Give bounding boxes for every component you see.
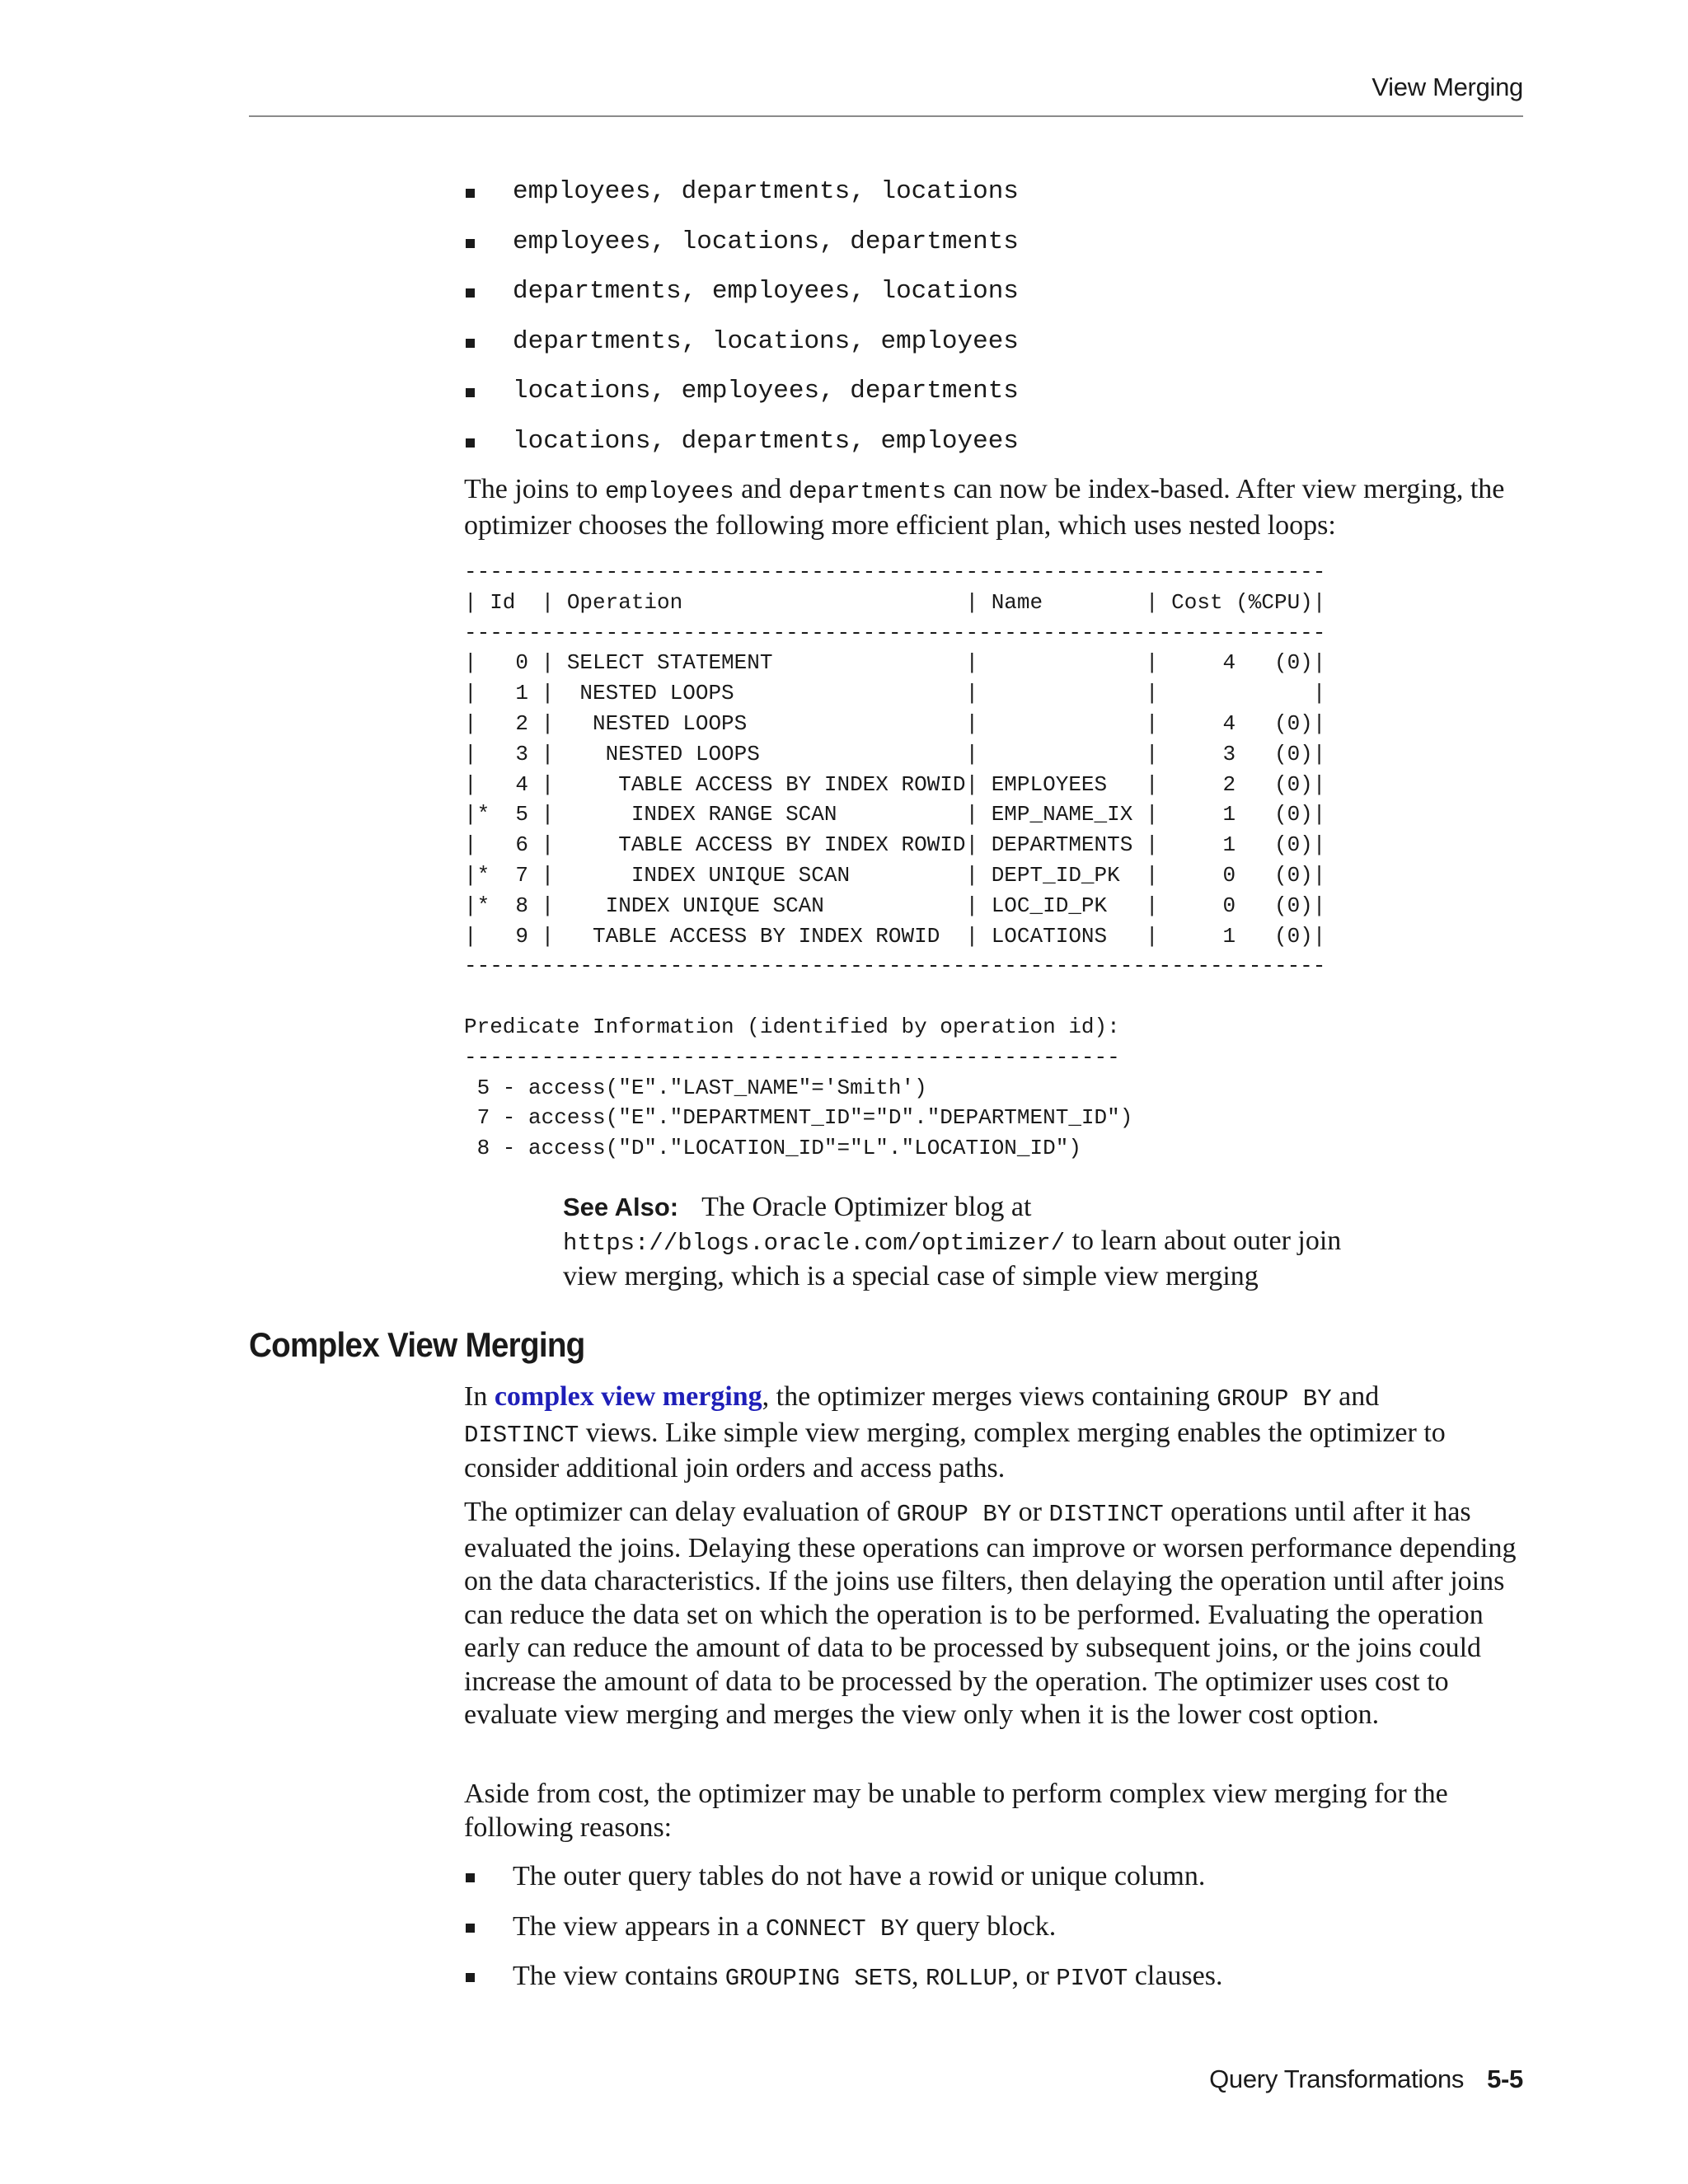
blog-url: https://blogs.oracle.com/optimizer/	[563, 1229, 1066, 1257]
square-bullet-icon	[466, 1873, 475, 1882]
page-footer	[1209, 2064, 1523, 2094]
list-item: The outer query tables do not have a rowid or unique column.	[464, 1860, 1527, 1910]
square-bullet-icon	[466, 339, 475, 348]
page-number: 5-5	[1487, 2064, 1523, 2093]
list-item: employees, locations, departments	[464, 225, 1019, 275]
list-item: departments, employees, locations	[464, 274, 1019, 325]
list-item: locations, departments, employees	[464, 424, 1019, 475]
reasons-paragraph: Aside from cost, the optimizer may be unable to perform complex view merging for the following reasons:	[464, 1779, 1448, 1843]
section-heading: Complex View Merging	[249, 1325, 585, 1364]
list-item: locations, employees, departments	[464, 374, 1019, 424]
chapter-title: Query Transformations	[1209, 2064, 1465, 2093]
joins-paragraph: The joins to employees and departments can now be index-based. After view merging, the optimizer chooses the following more efficient plan, which uses nested loops:	[464, 474, 1505, 541]
running-header: View Merging	[1372, 73, 1523, 101]
square-bullet-icon	[466, 1924, 475, 1933]
square-bullet-icon	[466, 1973, 475, 1982]
list-item: departments, locations, employees	[464, 325, 1019, 375]
intro-paragraph: In complex view merging, the optimizer merges views containing GROUP BY and DISTINCT views. Like simple view merging, complex merging enables the optimizer to consider additional join orders and access paths.	[464, 1381, 1446, 1483]
list-item: employees, departments, locations	[464, 175, 1019, 225]
reasons-list	[464, 1860, 1527, 2010]
square-bullet-icon	[466, 388, 475, 397]
list-item: The view contains GROUPING SETS, ROLLUP, or PIVOT clauses.	[464, 1960, 1527, 2010]
see-also-note: See Also: The Oracle Optimizer blog at https://blogs.oracle.com/optimizer/ to learn about outer join view merging, which is a special case of simple view merging	[563, 1192, 1342, 1291]
see-also-label: See Also:	[563, 1193, 679, 1221]
list-item: The view appears in a CONNECT BY query block.	[464, 1910, 1527, 1961]
header-rule	[249, 115, 1523, 117]
execution-plan-listing: ------------------------------------------------------------------- | Id | Operation | Name | Cost (%CPU)| ------------------------------------------------------------------- | 0 | SELECT STATEMENT | | 4 (0)| | 1 | NESTED LOOPS | | | | 2 | NESTED LOOPS | | 4 (0)| | 3 | NESTED LOOPS | | 3 (0)| | 4 | TABLE ACCESS BY INDEX ROWID| EMPLOYEES | 2 (0)| |* 5 | INDEX RANGE SCAN | EMP_NAME_IX | 1 (0)| | 6 | TABLE ACCESS BY INDEX ROWID| DEPARTMENTS | 1 (0)| |* 7 | INDEX UNIQUE SCAN | DEPT_ID_PK | 0 (0)| |* 8 | INDEX UNIQUE SCAN | LOC_ID_PK | 0 (0)| | 9 | TABLE ACCESS BY INDEX ROWID | LOCATIONS | 1 (0)| ------------------------------------------------------------------- Predicate Information (identified by operation id): --------------------------------------------------- 5 - access("E"."LAST_NAME"='Smith') 7 - access("E"."DEPARTMENT_ID"="D"."DEPARTMENT_ID") 8 - access("D"."LOCATION_ID"="L"."LOCATION_ID")	[464, 560, 1326, 1161]
square-bullet-icon	[466, 239, 475, 248]
delay-paragraph: The optimizer can delay evaluation of GROUP BY or DISTINCT operations until after it has evaluated the joins. Delaying these operations can improve or worsen performance depending on the data characteristics. If the joins use filters, then delaying the operation until after joins can reduce the data set on which the operation is to be performed. Evaluating the operation early can reduce the amount of data to be processed by subsequent joins, or the joins could increase the amount of data to be processed by the operation. The optimizer uses cost to evaluate view merging and merges the view only when it is the lower cost option.	[464, 1497, 1517, 1730]
square-bullet-icon	[466, 288, 475, 298]
join-order-list	[464, 175, 1019, 474]
square-bullet-icon	[466, 438, 475, 448]
glossary-link[interactable]: complex view merging	[494, 1381, 762, 1412]
square-bullet-icon	[466, 189, 475, 198]
